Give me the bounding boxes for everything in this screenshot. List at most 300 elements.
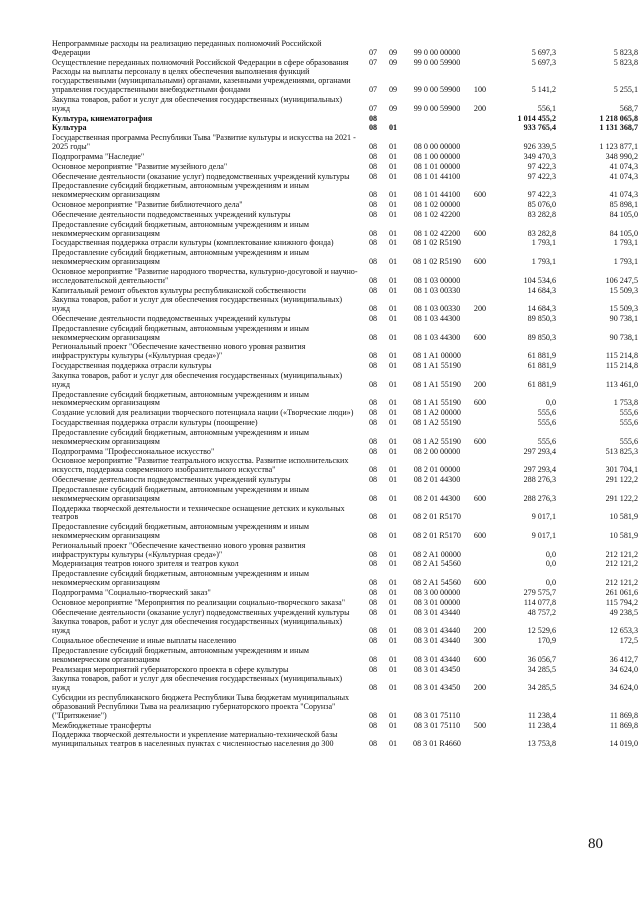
row-expense-type: 600 — [473, 190, 487, 200]
table-row — [52, 457, 638, 476]
row-sum-year-1: 89 850,3 — [527, 314, 556, 323]
row-name: Поддержка творческой деятельности и укрепление материально-технической базы муниципальных театров в населенных пунктах с численностью населения до 300 — [52, 730, 338, 749]
row-target-article: 08 1 03 00330 — [413, 304, 461, 314]
row-section-code: 08 — [368, 351, 378, 361]
row-subsection-code: 01 — [388, 200, 398, 210]
row-sum-year-1: 0,0 — [545, 398, 556, 408]
row-name: Основное мероприятие "Развитие народного творчества, культурно-досуговой и научно-исследовательской деятельности" — [52, 266, 358, 285]
row-section-code: 08 — [368, 209, 378, 219]
row-target-article: 08 1 02 R5190 — [413, 257, 461, 267]
row-subsection-code: 09 — [388, 103, 398, 113]
row-sum-year-1: 34 285,5 — [527, 664, 556, 674]
row-expense-type — [468, 448, 492, 458]
row-section-code: 08 — [368, 683, 378, 693]
budget-table-body — [52, 40, 638, 750]
row-target-article: 08 1 03 00330 — [413, 285, 461, 295]
row-section-code: 07 — [368, 47, 378, 57]
row-target-article: 08 2 00 00000 — [413, 446, 461, 456]
row-sum-year-2: 348 990,2 — [605, 151, 638, 161]
row-subsection-code: 01 — [388, 408, 398, 418]
row-subsection-code: 01 — [388, 720, 398, 730]
row-sum-year-2: 90 738,1 — [609, 332, 638, 342]
row-section-code: 08 — [368, 549, 378, 559]
row-sum-year-1: 9 017,1 — [531, 512, 556, 522]
row-expense-type: 600 — [473, 332, 487, 342]
row-name: Основное мероприятие "Развитие музейного дела" — [52, 161, 228, 171]
row-name: Подпрограмма "Профессиональное искусство" — [52, 446, 215, 456]
row-sum-year-2: 1 793,1 — [613, 238, 638, 248]
budget-document — [52, 39, 638, 750]
row-section-code: 08 — [368, 710, 378, 720]
row-sum-year-2: 11 869,8 — [609, 710, 638, 720]
row-sum-year-1: 297 293,4 — [523, 446, 556, 456]
row-section-code: 08 — [368, 379, 378, 389]
row-sum-year-2: 5 255,1 — [613, 85, 638, 95]
row-section-code: 08 — [368, 607, 378, 617]
row-target-article: 08 2 01 R5170 — [413, 512, 461, 522]
row-subsection-code: 01 — [388, 436, 398, 446]
row-name: Подпрограмма "Наследие" — [52, 151, 145, 161]
row-subsection-code: 01 — [388, 654, 398, 664]
row-expense-type — [468, 409, 492, 419]
row-expense-type: 200 — [473, 683, 487, 693]
row-name: Культура, кинематография — [52, 113, 153, 123]
row-target-article: 08 1 A1 55190 — [413, 379, 461, 389]
row-name: Государственная поддержка отрасли культуры (комплектование книжного фонда) — [52, 238, 334, 248]
row-expense-type — [468, 153, 492, 163]
row-target-article: 08 3 01 43440 — [413, 626, 461, 636]
row-expense-type: 600 — [473, 530, 487, 540]
table-row — [52, 542, 638, 561]
row-name: Предоставление субсидий бюджетным, автономным учреждениям и иным некоммерческим организациям — [52, 219, 310, 238]
row-sum-year-1: 114 077,8 — [523, 597, 556, 607]
row-section-code: 08 — [368, 465, 378, 475]
row-target-article: 08 2 A1 54560 — [413, 578, 461, 588]
row-sum-year-1: 61 881,9 — [527, 379, 556, 389]
row-subsection-code: 01 — [388, 664, 398, 674]
row-section-code: 08 — [368, 664, 378, 674]
row-name: Социальное обеспечение и иные выплаты населению — [52, 636, 237, 646]
row-name: Основное мероприятие "Развитие театрального искусства. Развитие исполнительских искусств, поддержка современного изобразительного искусства" — [52, 456, 349, 475]
row-subsection-code: 01 — [388, 626, 398, 636]
row-expense-type — [468, 40, 492, 59]
row-name: Закупка товаров, работ и услуг для обеспечения государственных (муниципальных) нужд — [52, 94, 343, 113]
row-sum-year-1: 1 793,1 — [531, 257, 556, 267]
row-sum-year-2: 115 794,2 — [605, 597, 638, 607]
row-sum-year-1: 36 056,7 — [527, 654, 556, 664]
table-row — [52, 325, 638, 344]
row-sum-year-1: 61 881,9 — [527, 351, 556, 361]
row-name: Предоставление субсидий бюджетным, автономным учреждениям и иным некоммерческим организациям — [52, 427, 310, 446]
row-expense-type — [468, 163, 492, 173]
row-name: Предоставление субсидий бюджетным, автономным учреждениям и иным некоммерческим организациям — [52, 248, 310, 267]
row-name: Непрограммные расходы на реализацию переданных полномочий Российской Федерации — [52, 39, 322, 57]
row-subsection-code: 01 — [388, 209, 398, 219]
row-name: Обеспечение деятельности подведомственных учреждений культуры — [52, 475, 291, 485]
row-sum-year-1: 555,6 — [537, 436, 556, 446]
row-sum-year-2: 555,6 — [619, 408, 638, 418]
table-row — [52, 505, 638, 524]
row-sum-year-1: 61 881,9 — [527, 361, 556, 371]
row-target-article: 08 3 01 43450 — [413, 683, 461, 693]
row-expense-type — [468, 589, 492, 599]
row-subsection-code: 01 — [388, 607, 398, 617]
row-sum-year-1: 14 684,3 — [527, 285, 556, 295]
row-subsection-code: 01 — [388, 332, 398, 342]
row-subsection-code: 09 — [388, 47, 398, 57]
table-row — [52, 523, 638, 542]
row-expense-type: 200 — [473, 379, 487, 389]
table-row — [52, 618, 638, 637]
row-sum-year-1: 14 684,3 — [527, 304, 556, 314]
table-row — [52, 429, 638, 448]
table-row — [52, 694, 638, 721]
row-sum-year-2: 212 121,2 — [605, 559, 638, 569]
row-section-code: 08 — [368, 559, 378, 569]
row-sum-year-1: 83 282,8 — [527, 228, 556, 238]
row-target-article: 99 0 00 59900 — [413, 85, 461, 95]
row-sum-year-2: 12 653,3 — [609, 626, 638, 636]
row-section-code: 08 — [368, 493, 378, 503]
row-expense-type — [468, 239, 492, 249]
row-section-code: 08 — [368, 151, 378, 161]
row-sum-year-1: 926 339,5 — [523, 142, 556, 152]
row-target-article: 08 1 02 R5190 — [413, 238, 461, 248]
row-target-article: 08 2 A1 54560 — [413, 559, 461, 569]
row-expense-type — [468, 315, 492, 325]
row-sum-year-1: 288 276,3 — [523, 475, 556, 485]
row-sum-year-1: 1 014 455,2 — [517, 113, 556, 123]
row-sum-year-2: 41 074,3 — [609, 171, 638, 181]
row-name: Закупка товаров, работ и услуг для обеспечения государственных (муниципальных) нужд — [52, 295, 343, 314]
row-sum-year-1: 97 422,3 — [527, 161, 556, 171]
row-sum-year-2: 84 105,0 — [609, 228, 638, 238]
row-name: Предоставление субсидий бюджетным, автономным учреждениям и иным некоммерческим организациям — [52, 389, 310, 408]
row-expense-type: 100 — [473, 85, 487, 95]
row-expense-type: 600 — [473, 654, 487, 664]
row-subsection-code: 01 — [388, 739, 398, 749]
row-section-code: 07 — [368, 85, 378, 95]
row-sum-year-2: 34 624,0 — [609, 683, 638, 693]
row-target-article: 08 2 01 00000 — [413, 465, 461, 475]
row-sum-year-1: 97 422,3 — [527, 171, 556, 181]
row-target-article: 08 1 A2 00000 — [413, 408, 461, 418]
table-row — [52, 268, 638, 287]
row-sum-year-1: 0,0 — [545, 549, 556, 559]
row-sum-year-1: 5 697,3 — [531, 47, 556, 57]
row-name: Закупка товаров, работ и услуг для обеспечения государственных (муниципальных) нужд — [52, 674, 343, 693]
row-section-code: 08 — [368, 512, 378, 522]
row-subsection-code: 01 — [388, 275, 398, 285]
row-sum-year-1: 0,0 — [545, 559, 556, 569]
row-section-code: 08 — [368, 636, 378, 646]
row-section-code: 08 — [368, 304, 378, 314]
row-subsection-code: 01 — [388, 559, 398, 569]
page-number: 80 — [588, 836, 603, 852]
row-expense-type — [468, 173, 492, 183]
row-section-code: 08 — [368, 257, 378, 267]
row-sum-year-2: 291 122,2 — [605, 493, 638, 503]
row-section-code: 08 — [368, 436, 378, 446]
row-section-code: 07 — [368, 57, 378, 67]
row-section-code: 08 — [368, 398, 378, 408]
row-sum-year-2: 291 122,2 — [605, 475, 638, 485]
row-target-article: 08 1 00 00000 — [413, 151, 461, 161]
row-section-code: 08 — [368, 408, 378, 418]
row-subsection-code: 01 — [388, 257, 398, 267]
row-name: Предоставление субсидий бюджетным, автономным учреждениям и иным некоммерческим организациям — [52, 181, 310, 200]
table-row — [52, 675, 638, 694]
table-row — [52, 40, 638, 59]
row-subsection-code: 01 — [388, 151, 398, 161]
row-sum-year-2: 34 624,0 — [609, 664, 638, 674]
row-name: Государственная программа Республики Тыва "Развитие культуры и искусства на 2021 - 2025 годы" — [52, 133, 356, 152]
table-row — [52, 391, 638, 410]
row-expense-type — [468, 542, 492, 561]
table-row — [52, 134, 638, 153]
row-expense-type: 600 — [473, 436, 487, 446]
row-expense-type: 600 — [473, 257, 487, 267]
row-name: Субсидии из республиканского бюджета Республики Тыва бюджетам муниципальных образований Республики Тыва на реализацию губернаторского проекта "Сорунза" ("Притяжение") — [52, 693, 350, 720]
row-name: Основное мероприятие "Развитие библиотечного дела" — [52, 200, 243, 210]
row-expense-type: 600 — [473, 578, 487, 588]
row-name: Предоставление субсидий бюджетным, автономным учреждениям и иным некоммерческим организациям — [52, 569, 310, 588]
row-sum-year-1: 5 697,3 — [531, 57, 556, 67]
row-section-code: 08 — [368, 113, 378, 123]
row-target-article: 08 3 01 R4660 — [413, 739, 461, 749]
row-expense-type — [468, 362, 492, 372]
row-name: Предоставление субсидий бюджетным, автономным учреждениям и иным некоммерческим организациям — [52, 484, 310, 503]
row-expense-type — [468, 609, 492, 619]
row-sum-year-2: 513 825,3 — [605, 446, 638, 456]
row-name: Государственная поддержка отрасли культуры — [52, 361, 212, 371]
row-target-article: 08 2 01 44300 — [413, 475, 461, 485]
row-sum-year-2: 14 019,0 — [609, 739, 638, 749]
row-section-code: 08 — [368, 314, 378, 323]
row-name: Обеспечение деятельности (оказание услуг) подведомственных учреждений культуры — [52, 171, 350, 181]
row-subsection-code: 01 — [388, 587, 398, 597]
row-name: Основное мероприятие "Мероприятия по реализации социально-творческого заказа" — [52, 597, 346, 607]
row-subsection-code: 01 — [388, 418, 398, 428]
row-sum-year-1: 9 017,1 — [531, 530, 556, 540]
row-sum-year-2: 15 509,3 — [609, 304, 638, 314]
row-target-article: 08 1 A1 55190 — [413, 361, 461, 371]
row-sum-year-2: 113 461,0 — [605, 379, 638, 389]
row-subsection-code: 01 — [388, 361, 398, 371]
table-row — [52, 372, 638, 391]
row-target-article: 08 3 01 43450 — [413, 664, 461, 674]
row-expense-type — [468, 560, 492, 570]
row-name: Капитальный ремонт объектов культуры республиканской собственности — [52, 285, 306, 295]
row-sum-year-1: 1 793,1 — [531, 238, 556, 248]
row-sum-year-1: 555,6 — [537, 408, 556, 418]
row-sum-year-1: 279 575,7 — [523, 587, 556, 597]
row-name: Создание условий для реализации творческого потенциала нации («Творческие люди») — [52, 408, 354, 418]
row-expense-type — [468, 115, 492, 125]
row-name: Подпрограмма "Социально-творческий заказ" — [52, 587, 211, 597]
row-target-article: 08 3 01 43440 — [413, 654, 461, 664]
row-subsection-code: 01 — [388, 475, 398, 485]
row-subsection-code: 01 — [388, 512, 398, 522]
row-sum-year-1: 11 238,4 — [527, 720, 556, 730]
row-sum-year-2: 85 898,1 — [609, 200, 638, 210]
row-subsection-code: 01 — [388, 379, 398, 389]
row-sum-year-2: 301 704,1 — [605, 465, 638, 475]
row-section-code: 08 — [368, 228, 378, 238]
row-sum-year-2: 11 869,8 — [609, 720, 638, 730]
row-subsection-code: 09 — [388, 57, 398, 67]
row-sum-year-2: 115 214,8 — [605, 351, 638, 361]
row-target-article: 08 1 03 44300 — [413, 332, 461, 342]
row-target-article: 08 1 02 42200 — [413, 209, 461, 219]
row-sum-year-2: 90 738,1 — [609, 314, 638, 323]
row-section-code: 08 — [368, 654, 378, 664]
row-sum-year-2: 41 074,3 — [609, 161, 638, 171]
row-expense-type — [468, 731, 492, 750]
row-sum-year-2: 49 238,5 — [609, 607, 638, 617]
row-target-article: 08 1 01 00000 — [413, 161, 461, 171]
row-subsection-code: 01 — [388, 636, 398, 646]
row-target-article: 08 3 01 43440 — [413, 607, 461, 617]
row-subsection-code: 01 — [388, 314, 398, 323]
row-target-article: 08 3 00 00000 — [413, 587, 461, 597]
row-subsection-code: 01 — [388, 530, 398, 540]
row-sum-year-2: 568,7 — [619, 103, 638, 113]
table-row — [52, 249, 638, 268]
row-expense-type — [468, 268, 492, 287]
row-expense-type — [468, 287, 492, 297]
row-section-code: 08 — [368, 720, 378, 730]
row-sum-year-2: 10 581,9 — [609, 530, 638, 540]
row-sum-year-2: 1 131 368,7 — [599, 123, 638, 133]
table-row — [52, 296, 638, 315]
table-row — [52, 68, 638, 95]
row-sum-year-2: 1 123 877,1 — [599, 142, 638, 152]
row-expense-type — [468, 505, 492, 524]
row-expense-type: 500 — [473, 720, 487, 730]
row-name: Реализация мероприятий губернаторского проекта в сфере культуры — [52, 664, 289, 674]
row-sum-year-1: 11 238,4 — [527, 710, 556, 720]
row-section-code: 08 — [368, 418, 378, 428]
row-target-article: 08 2 A1 00000 — [413, 549, 461, 559]
table-row — [52, 343, 638, 362]
row-target-article — [406, 124, 468, 134]
row-subsection-code: 01 — [388, 493, 398, 503]
row-target-article: 08 1 01 44100 — [413, 171, 461, 181]
row-sum-year-2: 41 074,3 — [609, 190, 638, 200]
row-target-article: 08 1 03 44300 — [413, 314, 461, 323]
table-row — [52, 647, 638, 666]
row-target-article: 99 0 00 00000 — [413, 47, 461, 57]
row-sum-year-1: 34 285,5 — [527, 683, 556, 693]
row-name: Осуществление переданных полномочий Российской Федерации в сфере образования — [52, 57, 349, 67]
row-subsection-code: 09 — [388, 85, 398, 95]
row-name: Обеспечение деятельности (оказание услуг) подведомственных учреждений культуры — [52, 607, 350, 617]
row-expense-type — [468, 124, 492, 134]
row-subsection-code: 01 — [388, 142, 398, 152]
table-row — [52, 570, 638, 589]
row-expense-type — [468, 134, 492, 153]
row-sum-year-2: 1 753,8 — [613, 398, 638, 408]
row-sum-year-2: 5 823,8 — [613, 57, 638, 67]
row-section-code: 08 — [368, 285, 378, 295]
row-subsection-code: 01 — [388, 238, 398, 248]
row-section-code: 08 — [368, 200, 378, 210]
row-sum-year-2: 1 793,1 — [613, 257, 638, 267]
row-target-article: 08 1 02 42200 — [413, 228, 461, 238]
row-sum-year-2: 172,5 — [619, 636, 638, 646]
row-subsection-code: 01 — [388, 578, 398, 588]
row-sum-year-2: 5 823,8 — [613, 47, 638, 57]
row-name: Модернизация театров юного зрителя и театров кукол — [52, 559, 239, 569]
row-subsection-code: 01 — [388, 304, 398, 314]
row-name: Предоставление субсидий бюджетным, автономным учреждениям и иным некоммерческим организациям — [52, 645, 310, 664]
row-subsection-code: 01 — [388, 683, 398, 693]
row-sum-year-1: 556,1 — [537, 103, 556, 113]
row-target-article: 08 1 A2 55190 — [413, 418, 461, 428]
row-target-article: 08 2 01 R5170 — [413, 530, 461, 540]
row-sum-year-2: 555,6 — [619, 436, 638, 446]
row-section-code: 08 — [368, 626, 378, 636]
row-sum-year-2: 36 412,7 — [609, 654, 638, 664]
row-expense-type: 600 — [473, 398, 487, 408]
row-target-article: 08 1 03 00000 — [413, 275, 461, 285]
row-expense-type — [468, 343, 492, 362]
row-target-article: 08 3 01 75110 — [413, 710, 461, 720]
row-subsection-code: 01 — [388, 228, 398, 238]
row-sum-year-2: 115 214,8 — [605, 361, 638, 371]
row-target-article: 99 0 00 59900 — [413, 57, 461, 67]
row-section-code: 08 — [368, 530, 378, 540]
row-expense-type — [468, 476, 492, 486]
row-name: Предоставление субсидий бюджетным, автономным учреждениям и иным некоммерческим организациям — [52, 323, 310, 342]
row-sum-year-1: 97 422,3 — [527, 190, 556, 200]
row-sum-year-1: 104 534,6 — [523, 275, 556, 285]
row-subsection-code: 01 — [388, 161, 398, 171]
row-sum-year-1: 0,0 — [545, 578, 556, 588]
row-section-code: 08 — [368, 587, 378, 597]
table-row — [52, 182, 638, 201]
row-expense-type: 200 — [473, 103, 487, 113]
row-sum-year-2: 106 247,5 — [605, 275, 638, 285]
row-expense-type — [468, 599, 492, 609]
row-name: Закупка товаров, работ и услуг для обеспечения государственных (муниципальных) нужд — [52, 617, 343, 636]
row-expense-type: 600 — [473, 493, 487, 503]
row-sum-year-1: 297 293,4 — [523, 465, 556, 475]
row-sum-year-1: 933 765,4 — [523, 123, 556, 133]
row-section-code: 08 — [368, 332, 378, 342]
row-subsection-code: 01 — [388, 351, 398, 361]
row-subsection-code: 01 — [388, 398, 398, 408]
row-section-code: 08 — [368, 161, 378, 171]
row-sum-year-1: 349 470,3 — [523, 151, 556, 161]
row-sum-year-1: 12 529,6 — [527, 626, 556, 636]
budget-table — [52, 40, 638, 750]
row-target-article: 08 1 A1 00000 — [413, 351, 461, 361]
row-section-code: 08 — [368, 475, 378, 485]
row-subsection-code: 01 — [388, 446, 398, 456]
row-section-code: 08 — [368, 123, 378, 133]
row-target-article: 08 3 01 75110 — [413, 720, 461, 730]
row-name: Региональный проект "Обеспечение качественно нового уровня развития инфраструктуры культуры («Культурная среда»)" — [52, 540, 306, 559]
row-name: Расходы на выплаты персоналу в целях обеспечения выполнения функций государственными (муниципальными) органами, казенными учреждениями, органами управления государственными внебюджетными фондами — [52, 67, 351, 95]
row-sum-year-1: 170,9 — [537, 636, 556, 646]
row-expense-type: 600 — [473, 228, 487, 238]
row-name: Закупка товаров, работ и услуг для обеспечения государственных (муниципальных) нужд — [52, 370, 343, 389]
row-section-code: 08 — [368, 238, 378, 248]
row-name: Культура — [52, 123, 87, 133]
row-expense-type — [468, 666, 492, 676]
